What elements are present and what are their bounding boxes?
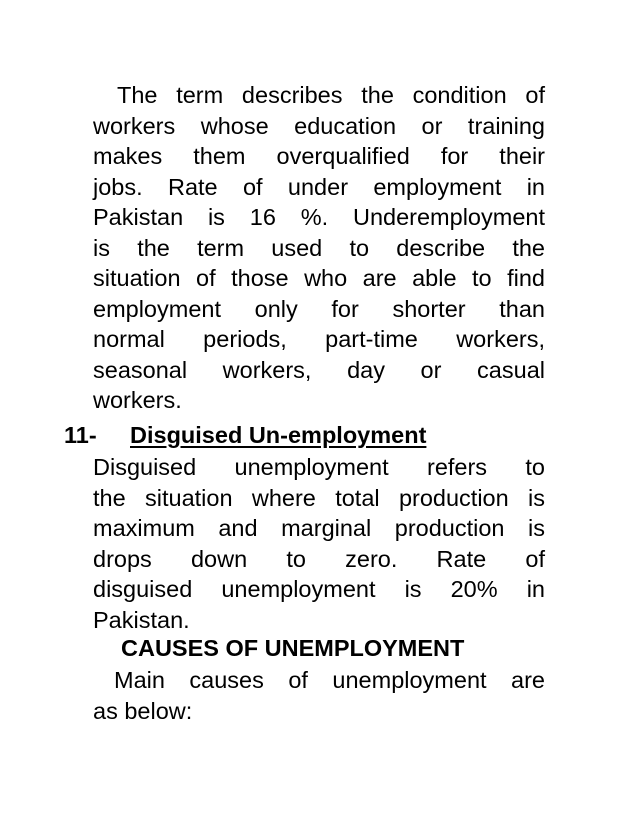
paragraph-line: employment only for shorter than: [93, 295, 545, 322]
paragraph-line: Pakistan is 16 %. Underemployment: [93, 204, 545, 230]
paragraph-line: The term describes the condition of: [117, 82, 545, 108]
paragraph-line: as below:: [93, 697, 193, 724]
section-number: 11-: [64, 422, 97, 448]
paragraph-line: Disguised unemployment refers to: [93, 454, 545, 480]
section-heading: [64, 420, 426, 451]
paragraph-line: maximum and marginal production is: [93, 515, 545, 541]
paragraph-line: workers.: [93, 387, 182, 413]
causes-paragraph: [93, 665, 545, 726]
paragraph-line: seasonal workers, day or casual: [93, 356, 545, 383]
paragraph-line: Pakistan.: [93, 606, 190, 633]
paragraph-line: drops down to zero. Rate of: [93, 545, 545, 572]
paragraph-line: workers whose education or training: [93, 112, 545, 139]
section-title: Disguised Un-employment: [130, 422, 427, 448]
paragraph-line: the situation where total production is: [93, 484, 545, 511]
disguised-unemployment-paragraph: [93, 452, 545, 635]
paragraph-line: jobs. Rate of under employment in: [93, 173, 545, 200]
causes-heading: CAUSES OF UNEMPLOYMENT: [121, 635, 465, 661]
paragraph-line: normal periods, part-time workers,: [93, 326, 545, 352]
paragraph-line: situation of those who are able to find: [93, 265, 545, 291]
paragraph-line: is the term used to describe the: [93, 234, 545, 261]
underemployment-paragraph: [93, 80, 545, 416]
paragraph-line: Main causes of unemployment are: [114, 667, 545, 693]
paragraph-line: disguised unemployment is 20% in: [93, 576, 545, 602]
paragraph-line: makes them overqualified for their: [93, 143, 545, 169]
